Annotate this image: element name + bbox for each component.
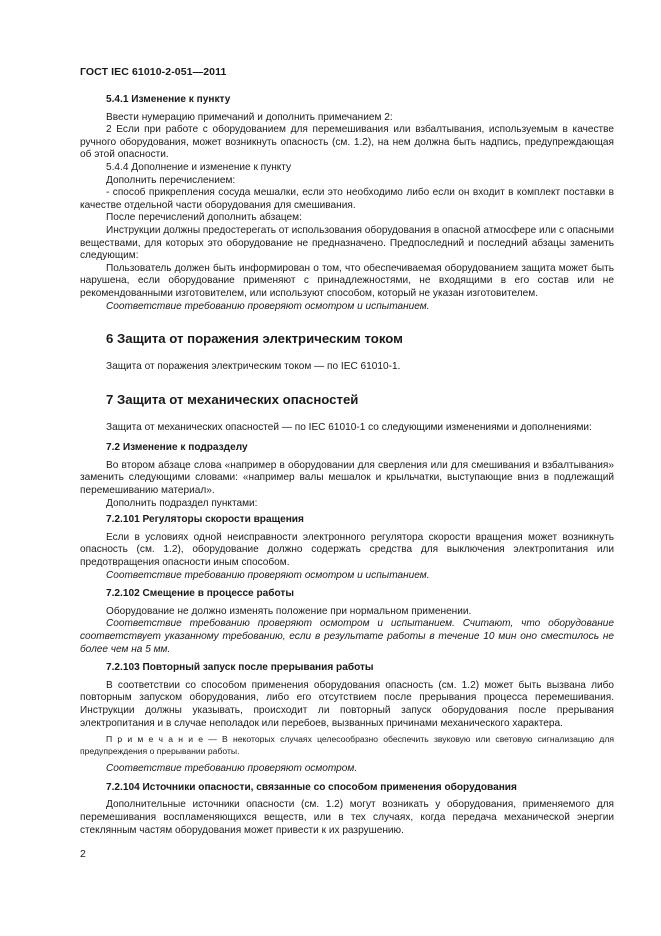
paragraph: 2 Если при работе с оборудованием для перемешивания или взбалтывания, используемым в качестве ручного оборудования, может возникнуть опасность (см. 1.2), на нем должна быть надпись, предупреждающая об этой опасности. <box>80 124 614 161</box>
paragraph: Дополнительные источники опасности (см. 1.2) могут возникать у оборудования, применяемого для перемешивания воспламеняющихся веществ, или в тех случаях, когда передача механической энергии стеклянным частям оборудования может привести к их разрушению. <box>80 799 614 836</box>
subsection-title-7-2-104: 7.2.104 Источники опасности, связанные со способом применения оборудования <box>106 781 517 793</box>
paragraph: Пользователь должен быть информирован о том, что обеспечиваемая оборудованием защита может быть нарушена, если оборудование применяют с принадлежностями, не входящими в его состав или не рекомендованными изготовителем, или используют способом, который не указан изготовителем. <box>80 262 614 299</box>
compliance-note: Соответствие требованию проверяют осмотром и испытанием. Считают, что оборудование соответствует указанному требованию, если в результате работы в течение 10 мин оно сместилось не более чем на 5 мм. <box>80 618 614 655</box>
document-body <box>80 94 614 837</box>
paragraph: Во втором абзаце слова «например в оборудовании для сверления или для смешивания и взбалтывания» заменить следующими словами: «например валы мешалок и крыльчатки, выступающие вниз в подлежащий перемешиванию материал». <box>80 459 614 497</box>
subsection-title-7-2-101: 7.2.101 Регуляторы скорости вращения <box>106 514 304 526</box>
paragraph: Дополнить подраздел пунктами: <box>106 497 258 509</box>
paragraph: После перечислений дополнить абзацем: <box>106 212 302 224</box>
paragraph: Оборудование не должно изменять положение при нормальном применении. <box>106 605 472 617</box>
paragraph: 5.4.4 Дополнение и изменение к пункту <box>106 161 292 173</box>
section-title-7: 7 Защита от механических опасностей <box>106 391 359 407</box>
paragraph: Защита от поражения электрическим током — по IEC 61010-1. <box>106 361 401 373</box>
compliance-note: Соответствие требованию проверяют осмотром. <box>106 763 358 775</box>
paragraph: Если в условиях одной неисправности электронного регулятора скорости вращения может возникнуть опасность (см. 1.2), оборудование должно содержать средства для выключения электропитания или предотвращения опасности иным способом. <box>80 531 614 569</box>
paragraph: - способ прикрепления сосуда мешалки, если это необходимо либо если он входит в комплект поставки в качестве отдельной части оборудования для смешивания. <box>80 187 614 211</box>
subsection-title-7-2-102: 7.2.102 Смещение в процессе работы <box>106 588 294 600</box>
compliance-note: Соответствие требованию проверяют осмотром и испытанием. <box>106 569 430 581</box>
subsection-title-7-2: 7.2 Изменение к подразделу <box>106 442 248 454</box>
paragraph: В соответствии со способом применения оборудования опасность (см. 1.2) может быть вызвана либо повторным запуском оборудования, либо его отсутствием после прерывания процесса перемешивания. Инструкции должны указывать, происходит ли повторный запуск оборудования после прерывания электропитания и в случае неполадок или перебоев, вызванных причинами механического характера. <box>80 679 614 729</box>
page-number: 2 <box>80 848 86 860</box>
note-text: П р и м е ч а н и е — В некоторых случаях целесообразно обеспечить звуковую или световую сигнализацию для предупреждения о прерывании работы. <box>80 734 614 756</box>
paragraph: Дополнить перечислением: <box>106 174 236 186</box>
subsection-title-5-4-1: 5.4.1 Изменение к пункту <box>106 94 231 105</box>
paragraph: Защита от механических опасностей — по IEC 61010-1 со следующими изменениями и дополнениями: <box>106 421 592 433</box>
paragraph: Ввести нумерацию примечаний и дополнить примечанием 2: <box>106 111 393 123</box>
subsection-title-7-2-103: 7.2.103 Повторный запуск после прерывания работы <box>106 662 374 674</box>
document-header: ГОСТ IEC 61010-2-051—2011 <box>80 66 227 78</box>
compliance-note: Соответствие требованию проверяют осмотром и испытанием. <box>106 300 430 312</box>
paragraph: Инструкции должны предостерегать от использования оборудования в опасной атмосфере или с опасными веществами, для которых это оборудование не предназначено. Предпоследний и последний абзацы заменить следующим: <box>80 224 614 262</box>
section-title-6: 6 Защита от поражения электрическим током <box>106 331 403 347</box>
